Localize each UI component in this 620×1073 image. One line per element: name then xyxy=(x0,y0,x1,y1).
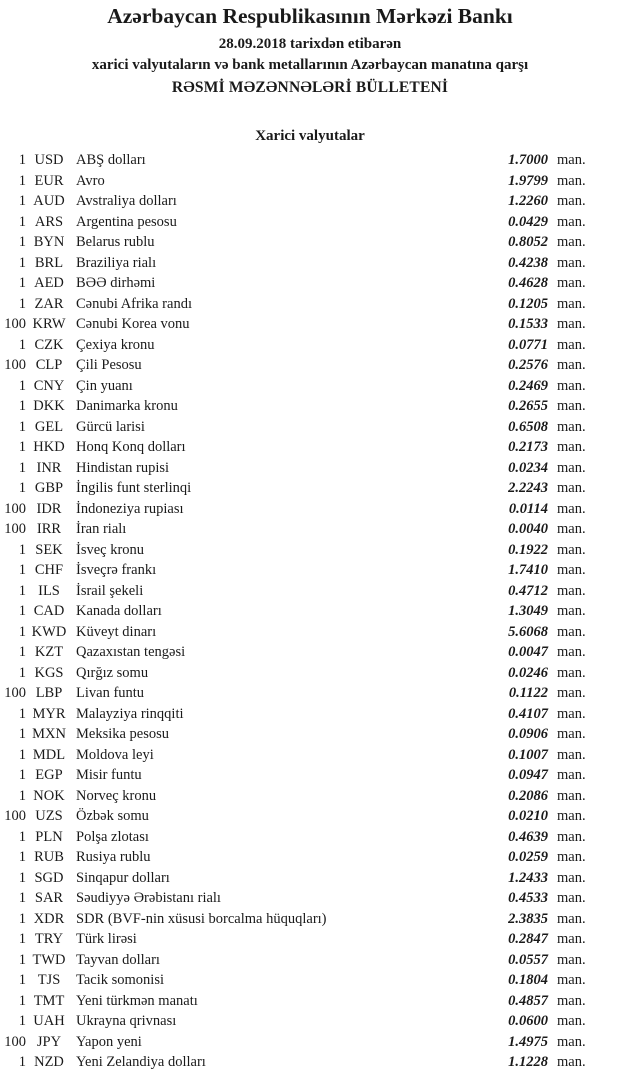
currency-name-cell: Küveyt dinarı xyxy=(76,623,157,640)
unit-label-cell: man. xyxy=(557,951,586,968)
table-row xyxy=(0,724,590,745)
table-row xyxy=(0,1032,590,1053)
unit-label-cell: man. xyxy=(557,480,586,496)
table-row xyxy=(0,540,590,561)
rate-value-cell: 0.4857 xyxy=(508,992,548,1009)
quantity-cell: 1 xyxy=(18,910,26,927)
quantity-cell: 1 xyxy=(18,644,26,660)
currency-name-cell: Türk lirəsi xyxy=(76,931,137,947)
currency-code-cell: CHF xyxy=(34,562,64,578)
section-title-foreign-currencies: Xarici valyutalar xyxy=(255,128,365,144)
currency-code-cell: TRY xyxy=(34,931,64,947)
currency-code-cell: AUD xyxy=(33,193,65,209)
quantity-cell: 100 xyxy=(4,685,26,701)
rate-value-cell: 0.2173 xyxy=(508,439,548,455)
rate-value-cell: 1.2260 xyxy=(508,193,548,209)
quantity-cell: 1 xyxy=(18,849,26,865)
rate-value-cell: 0.0114 xyxy=(508,500,548,517)
table-row xyxy=(0,294,590,315)
quantity-cell: 1 xyxy=(18,336,26,353)
quantity-cell: 1 xyxy=(18,972,26,988)
currency-code-cell: ARS xyxy=(34,213,64,230)
table-row xyxy=(0,437,590,458)
table-row xyxy=(0,745,590,766)
unit-label-cell: man. xyxy=(557,439,586,455)
quantity-cell: 1 xyxy=(18,193,26,209)
currency-name-cell: Yeni Zelandiya dolları xyxy=(76,1054,206,1070)
unit-label-cell: man. xyxy=(557,828,586,845)
unit-label-cell: man. xyxy=(557,500,586,517)
currency-code-cell: CNY xyxy=(33,377,65,394)
rate-value-cell: 1.4975 xyxy=(508,1033,548,1050)
unit-label-cell: man. xyxy=(557,234,586,250)
quantity-cell: 100 xyxy=(4,1033,26,1050)
currency-name-cell: Qırğız somu xyxy=(76,664,149,681)
quantity-cell: 1 xyxy=(18,890,26,906)
rate-value-cell: 1.7000 xyxy=(508,152,548,168)
unit-label-cell: man. xyxy=(557,521,586,537)
table-row xyxy=(0,273,590,294)
currency-name-cell: İsrail şekeli xyxy=(76,582,144,599)
currency-code-cell: CZK xyxy=(34,336,64,353)
rate-value-cell: 0.8052 xyxy=(508,234,548,250)
rate-value-cell: 0.0259 xyxy=(508,849,548,865)
quantity-cell: 1 xyxy=(18,951,26,968)
currency-name-cell: Argentina pesosu xyxy=(76,213,177,230)
currency-name-cell: Səudiyyə Ərəbistanı rialı xyxy=(76,890,221,906)
currency-name-cell: Malayziya rinqqiti xyxy=(76,705,184,722)
quantity-cell: 1 xyxy=(18,869,26,886)
currency-code-cell: MXN xyxy=(32,726,66,742)
unit-label-cell: man. xyxy=(557,316,586,332)
rate-value-cell: 0.1122 xyxy=(508,685,548,701)
unit-label-cell: man. xyxy=(557,398,586,414)
quantity-cell: 1 xyxy=(18,480,26,496)
currency-code-cell: BRL xyxy=(34,254,64,271)
currency-code-cell: TJS xyxy=(37,972,61,988)
table-row xyxy=(0,642,590,663)
rate-value-cell: 0.0947 xyxy=(508,767,548,783)
rate-value-cell: 5.6068 xyxy=(508,623,548,640)
rate-value-cell: 0.2655 xyxy=(508,398,548,414)
quantity-cell: 1 xyxy=(18,275,26,291)
currency-name-cell: Yeni türkmən manatı xyxy=(76,992,198,1009)
currency-code-cell: INR xyxy=(36,459,62,476)
currency-name-cell: Avro xyxy=(76,172,105,189)
rate-value-cell: 0.0771 xyxy=(508,336,548,353)
rate-value-cell: 0.0600 xyxy=(508,1013,548,1029)
quantity-cell: 1 xyxy=(18,562,26,578)
rate-value-cell: 1.7410 xyxy=(508,562,548,578)
currency-code-cell: TWD xyxy=(32,951,66,968)
table-row xyxy=(0,847,590,868)
table-row xyxy=(0,478,590,499)
rate-value-cell: 0.1007 xyxy=(508,746,548,763)
rate-value-cell: 0.1922 xyxy=(508,541,548,558)
currency-code-cell: KRW xyxy=(32,316,66,332)
quantity-cell: 1 xyxy=(18,172,26,189)
table-row xyxy=(0,704,590,725)
currency-code-cell: SEK xyxy=(35,541,63,558)
rate-value-cell: 0.2576 xyxy=(508,357,548,373)
unit-label-cell: man. xyxy=(557,254,586,271)
rate-value-cell: 0.1533 xyxy=(508,316,548,332)
rate-value-cell: 0.4712 xyxy=(508,582,548,599)
table-row xyxy=(0,1052,590,1073)
unit-label-cell: man. xyxy=(557,931,586,947)
quantity-cell: 1 xyxy=(18,541,26,558)
table-row xyxy=(0,171,590,192)
rate-value-cell: 0.4107 xyxy=(508,705,548,722)
currency-name-cell: Honq Konq dolları xyxy=(76,439,186,455)
table-row xyxy=(0,355,590,376)
rate-value-cell: 0.0234 xyxy=(508,459,548,476)
currency-code-cell: MYR xyxy=(32,705,66,722)
rate-value-cell: 0.0040 xyxy=(508,521,548,537)
currency-name-cell: Gürcü larisi xyxy=(76,418,145,435)
currency-code-cell: KGS xyxy=(34,664,64,681)
rate-value-cell: 0.0429 xyxy=(508,213,548,230)
table-row xyxy=(0,765,590,786)
unit-label-cell: man. xyxy=(557,869,586,886)
currency-code-cell: NZD xyxy=(34,1054,64,1070)
table-row xyxy=(0,909,590,930)
currency-name-cell: Kanada dolları xyxy=(76,603,162,619)
currency-code-cell: SGD xyxy=(34,869,64,886)
effective-date-line: 28.09.2018 tarixdən etibarən xyxy=(218,36,402,52)
quantity-cell: 1 xyxy=(18,1013,26,1029)
currency-name-cell: Belarus rublu xyxy=(76,234,155,250)
table-row xyxy=(0,396,590,417)
quantity-cell: 1 xyxy=(18,664,26,681)
quantity-cell: 1 xyxy=(18,152,26,168)
currency-code-cell: LBP xyxy=(35,685,63,701)
table-row xyxy=(0,601,590,622)
rate-value-cell: 0.1804 xyxy=(508,972,548,988)
table-row xyxy=(0,417,590,438)
currency-name-cell: Moldova leyi xyxy=(76,746,154,763)
unit-label-cell: man. xyxy=(557,685,586,701)
quantity-cell: 1 xyxy=(18,726,26,742)
currency-name-cell: İngilis funt sterlinqi xyxy=(76,480,192,496)
currency-code-cell: PLN xyxy=(35,828,63,845)
unit-label-cell: man. xyxy=(557,705,586,722)
unit-label-cell: man. xyxy=(557,644,586,660)
rate-value-cell: 0.0906 xyxy=(508,726,548,742)
currency-code-cell: ILS xyxy=(38,582,60,599)
unit-label-cell: man. xyxy=(557,603,586,619)
table-row xyxy=(0,888,590,909)
unit-label-cell: man. xyxy=(557,1054,586,1070)
unit-label-cell: man. xyxy=(557,357,586,373)
currency-code-cell: UZS xyxy=(35,808,63,824)
currency-name-cell: Yapon yeni xyxy=(76,1033,142,1050)
currency-code-cell: ZAR xyxy=(34,295,64,312)
table-row xyxy=(0,622,590,643)
currency-name-cell: Sinqapur dolları xyxy=(76,869,170,886)
unit-label-cell: man. xyxy=(557,890,586,906)
quantity-cell: 1 xyxy=(18,603,26,619)
table-row xyxy=(0,827,590,848)
currency-code-cell: JPY xyxy=(36,1033,62,1050)
quantity-cell: 1 xyxy=(18,377,26,394)
rate-value-cell: 0.6508 xyxy=(508,418,548,435)
unit-label-cell: man. xyxy=(557,459,586,476)
currency-code-cell: EUR xyxy=(34,172,64,189)
quantity-cell: 1 xyxy=(18,767,26,783)
unit-label-cell: man. xyxy=(557,172,586,189)
rate-value-cell: 0.4639 xyxy=(508,828,548,845)
unit-label-cell: man. xyxy=(557,1033,586,1050)
unit-label-cell: man. xyxy=(557,213,586,230)
rate-value-cell: 2.2243 xyxy=(508,480,548,496)
currency-code-cell: CAD xyxy=(33,603,65,619)
table-row xyxy=(0,581,590,602)
quantity-cell: 1 xyxy=(18,1054,26,1070)
currency-code-cell: KZT xyxy=(34,644,64,660)
unit-label-cell: man. xyxy=(557,582,586,599)
currency-name-cell: Tacik somonisi xyxy=(76,972,164,988)
unit-label-cell: man. xyxy=(557,336,586,353)
currency-name-cell: Qazaxıstan tengəsi xyxy=(76,644,186,660)
unit-label-cell: man. xyxy=(557,746,586,763)
quantity-cell: 1 xyxy=(18,254,26,271)
currency-code-cell: BYN xyxy=(33,234,65,250)
unit-label-cell: man. xyxy=(557,623,586,640)
currency-name-cell: ABŞ dolları xyxy=(76,152,146,168)
exchange-rates-table xyxy=(0,150,590,1073)
unit-label-cell: man. xyxy=(557,541,586,558)
bank-name-title: Azərbaycan Respublikasının Mərkəzi Bankı xyxy=(107,4,513,28)
table-row xyxy=(0,376,590,397)
currency-code-cell: UAH xyxy=(33,1013,65,1029)
table-row xyxy=(0,991,590,1012)
currency-name-cell: Polşa zlotası xyxy=(76,828,149,845)
quantity-cell: 1 xyxy=(18,746,26,763)
unit-label-cell: man. xyxy=(557,910,586,927)
quantity-cell: 100 xyxy=(4,808,26,824)
currency-code-cell: CLP xyxy=(35,357,63,373)
currency-name-cell: Livan funtu xyxy=(76,685,145,701)
currency-name-cell: Tayvan dolları xyxy=(76,951,160,968)
table-row xyxy=(0,232,590,253)
bulletin-title: RƏSMİ MƏZƏNNƏLƏRİ BÜLLETENİ xyxy=(171,79,449,96)
table-row xyxy=(0,806,590,827)
rate-value-cell: 1.3049 xyxy=(508,603,548,619)
rate-value-cell: 1.2433 xyxy=(508,869,548,886)
currency-name-cell: İsveçrə frankı xyxy=(76,562,157,578)
currency-code-cell: MDL xyxy=(32,746,66,763)
currency-name-cell: Çexiya kronu xyxy=(76,336,155,353)
quantity-cell: 1 xyxy=(18,992,26,1009)
quantity-cell: 1 xyxy=(18,213,26,230)
quantity-cell: 100 xyxy=(4,500,26,517)
rate-value-cell: 0.1205 xyxy=(508,295,548,312)
currency-name-cell: Misir funtu xyxy=(76,767,142,783)
quantity-cell: 1 xyxy=(18,295,26,312)
quantity-cell: 1 xyxy=(18,705,26,722)
quantity-cell: 100 xyxy=(4,316,26,332)
table-row xyxy=(0,335,590,356)
currency-code-cell: GEL xyxy=(34,418,64,435)
quantity-cell: 1 xyxy=(18,234,26,250)
currency-code-cell: KWD xyxy=(31,623,67,640)
currency-name-cell: Çili Pesosu xyxy=(76,357,142,373)
quantity-cell: 100 xyxy=(4,521,26,537)
rate-value-cell: 1.1228 xyxy=(508,1054,548,1070)
currency-name-cell: Rusiya rublu xyxy=(76,849,151,865)
currency-code-cell: XDR xyxy=(33,910,65,927)
rate-value-cell: 0.0557 xyxy=(508,951,548,968)
currency-name-cell: Cənubi Afrika randı xyxy=(76,295,192,312)
currency-name-cell: Çin yuanı xyxy=(76,377,133,394)
quantity-cell: 1 xyxy=(18,931,26,947)
table-row xyxy=(0,560,590,581)
table-row xyxy=(0,253,590,274)
currency-code-cell: USD xyxy=(34,152,64,168)
unit-label-cell: man. xyxy=(557,726,586,742)
table-row xyxy=(0,970,590,991)
unit-label-cell: man. xyxy=(557,418,586,435)
unit-label-cell: man. xyxy=(557,193,586,209)
unit-label-cell: man. xyxy=(557,1013,586,1029)
currency-name-cell: Cənubi Korea vonu xyxy=(76,316,190,332)
quantity-cell: 1 xyxy=(18,459,26,476)
rate-value-cell: 0.2469 xyxy=(508,377,548,394)
unit-label-cell: man. xyxy=(557,152,586,168)
rate-value-cell: 0.0047 xyxy=(508,644,548,660)
currency-code-cell: HKD xyxy=(33,439,65,455)
table-row xyxy=(0,191,590,212)
table-row xyxy=(0,519,590,540)
unit-label-cell: man. xyxy=(557,295,586,312)
currency-name-cell: Özbək somu xyxy=(76,808,149,824)
currency-code-cell: GBP xyxy=(34,480,64,496)
quantity-cell: 1 xyxy=(18,439,26,455)
currency-code-cell: NOK xyxy=(33,787,65,804)
unit-label-cell: man. xyxy=(557,664,586,681)
currency-name-cell: Meksika pesosu xyxy=(76,726,170,742)
quantity-cell: 1 xyxy=(18,787,26,804)
currency-code-cell: RUB xyxy=(34,849,64,865)
currency-name-cell: Avstraliya dolları xyxy=(76,193,177,209)
unit-label-cell: man. xyxy=(557,992,586,1009)
quantity-cell: 1 xyxy=(18,398,26,414)
currency-name-cell: Ukrayna qrivnası xyxy=(76,1013,177,1029)
table-row xyxy=(0,314,590,335)
currency-code-cell: AED xyxy=(34,275,64,291)
unit-label-cell: man. xyxy=(557,808,586,824)
currency-code-cell: IDR xyxy=(36,500,62,517)
currency-code-cell: EGP xyxy=(35,767,63,783)
unit-label-cell: man. xyxy=(557,377,586,394)
unit-label-cell: man. xyxy=(557,849,586,865)
table-row xyxy=(0,868,590,889)
unit-label-cell: man. xyxy=(557,767,586,783)
rate-value-cell: 0.2086 xyxy=(508,787,548,804)
table-row xyxy=(0,1011,590,1032)
quantity-cell: 1 xyxy=(18,623,26,640)
currency-code-cell: TMT xyxy=(33,992,65,1009)
subject-line: xarici valyutaların və bank metallarının Azərbaycan manatına qarşı xyxy=(91,57,529,73)
rate-value-cell: 1.9799 xyxy=(508,172,548,189)
table-row xyxy=(0,950,590,971)
table-row xyxy=(0,499,590,520)
currency-code-cell: DKK xyxy=(33,398,65,414)
table-row xyxy=(0,458,590,479)
unit-label-cell: man. xyxy=(557,275,586,291)
rate-value-cell: 2.3835 xyxy=(508,910,548,927)
currency-name-cell: Norveç kronu xyxy=(76,787,157,804)
rate-value-cell: 0.2847 xyxy=(508,931,548,947)
unit-label-cell: man. xyxy=(557,562,586,578)
rate-value-cell: 0.4533 xyxy=(508,890,548,906)
rate-value-cell: 0.0246 xyxy=(508,664,548,681)
currency-name-cell: Danimarka kronu xyxy=(76,398,178,414)
unit-label-cell: man. xyxy=(557,787,586,804)
currency-name-cell: BƏƏ dirhəmi xyxy=(76,275,156,291)
rate-value-cell: 0.4628 xyxy=(508,275,548,291)
currency-name-cell: SDR (BVF-nin xüsusi borcalma hüquqları) xyxy=(76,910,327,927)
table-row xyxy=(0,683,590,704)
unit-label-cell: man. xyxy=(557,972,586,988)
currency-name-cell: İran rialı xyxy=(76,521,127,537)
rate-value-cell: 0.0210 xyxy=(508,808,548,824)
table-row xyxy=(0,929,590,950)
quantity-cell: 100 xyxy=(4,357,26,373)
currency-code-cell: SAR xyxy=(34,890,64,906)
quantity-cell: 1 xyxy=(18,828,26,845)
currency-name-cell: İndoneziya rupiası xyxy=(76,500,184,517)
table-row xyxy=(0,786,590,807)
table-row xyxy=(0,150,590,171)
table-row xyxy=(0,663,590,684)
currency-code-cell: IRR xyxy=(36,521,62,537)
table-row xyxy=(0,212,590,233)
quantity-cell: 1 xyxy=(18,418,26,435)
quantity-cell: 1 xyxy=(18,582,26,599)
currency-name-cell: Hindistan rupisi xyxy=(76,459,170,476)
currency-name-cell: Braziliya rialı xyxy=(76,254,157,271)
rate-value-cell: 0.4238 xyxy=(508,254,548,271)
currency-name-cell: İsveç kronu xyxy=(76,541,145,558)
